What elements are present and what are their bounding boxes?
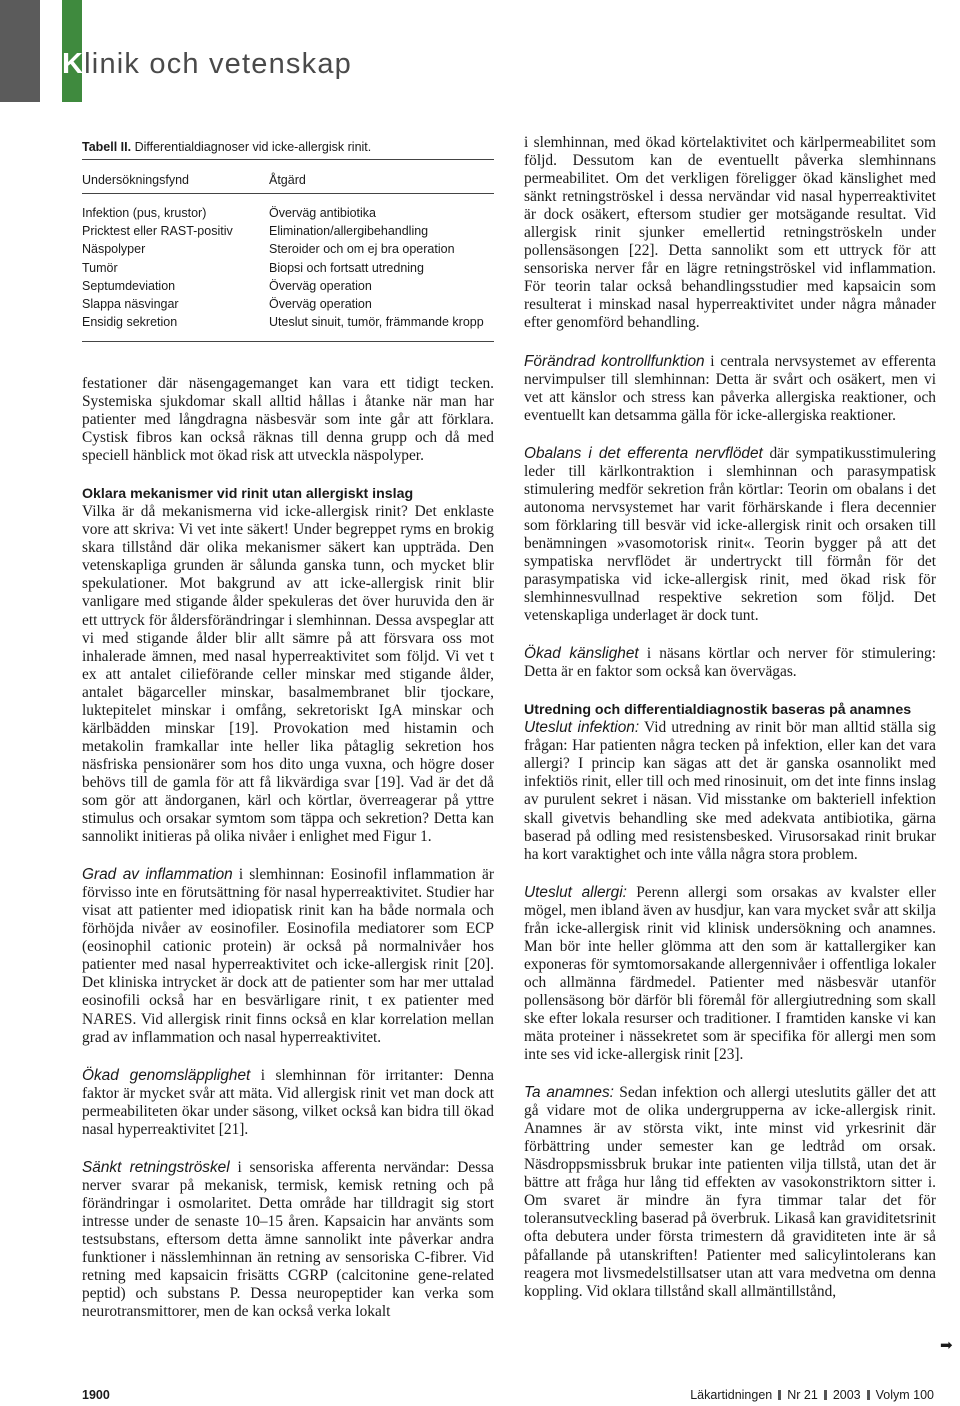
table-cell-action: Överväg operation xyxy=(269,296,372,311)
footer-separator xyxy=(824,1390,827,1400)
table-cell-finding: Septumdeviation xyxy=(82,278,176,293)
paragraph-lead: Ökad genomsläpplighet xyxy=(82,1066,251,1084)
footer-journal: Läkartidningen xyxy=(690,1388,773,1402)
header-dark-bar xyxy=(0,0,40,102)
table-caption-label: Tabell II. xyxy=(82,140,132,154)
paragraph xyxy=(524,353,936,425)
table-row xyxy=(82,315,494,333)
table-body xyxy=(82,206,494,333)
right-text-column xyxy=(524,134,936,1301)
paragraph xyxy=(524,645,936,681)
page-number: 1900 xyxy=(82,1388,110,1402)
table-cell-action: Biopsi och fortsatt utredning xyxy=(269,260,424,275)
paragraph-lead: Uteslut infektion: xyxy=(524,719,640,737)
table-cell-action: Steroider och om ej bra operation xyxy=(269,242,455,257)
table-header-finding: Undersökningsfynd xyxy=(82,173,190,187)
table-caption-text: Differentialdiagnoser vid icke-allergisk rinit. xyxy=(131,140,372,154)
paragraph: festationer där näsengagemanget kan vara ett tidigt tecken. Systemiska sjukdomar skall alltid hållas i åtanke när man har patienter med långdragna näsbesvär som inte går att förklara. Cystisk fibros kan också räknas till denna grupp och då med speciell hänblick mot ökad risk att utveckla näspolyper. xyxy=(82,375,494,465)
footer-year: 2003 xyxy=(832,1388,861,1402)
paragraph-body: i näsans körtlar och nerver för stimulering: Detta är en faktor som också kan övervägas. xyxy=(524,645,936,681)
table-cell-finding: Ensidig sekretion xyxy=(82,315,178,330)
footer-separator xyxy=(778,1390,781,1400)
paragraph-body: i centrala nervsystemet av efferenta nervimpulser till slemhinnan: Detta är svårt och osäkert, men vi vet att känslor och stress kan påverka allergiska reaktioner, och eventuellt kan detsamma gälla för icke-allergiska reaktioner. xyxy=(524,352,936,424)
paragraph: Vilka är då mekanismerna vid icke-allergisk rinit? Det enklaste vore att skriva: Vi vet inte säkert! Under begreppet ryms en brokig skara tillstånd där olika mekanismer säkert kan uppträda. Den vetenskapliga grunden är sålunda ganska tunn, och mycket blir spekulationer. Mot bakgrund av att icke-allergisk rinit blir vanligare med stigande ålder spekuleras det över huruvida den är ett uttryck för åldersförändringar i slemhinnan. Dessa avspeglar att vi med stigande ålder blir allt sämre på att försvara oss mot inhalerade ämnen, med nasal hyperreaktivitet som följd. Vi vet t ex att antalet cilieförande celler minskar med stigande ålder, antalet bägarceller minskar, basalmembranet blir tjockare, luktepitelet minskar i omfång, sekretoriskt IgA minskar och kärlbädden minskar [19]. Provokation med histamin och metakolin framkallar inte heller lika påtaglig sekretion hos näsfriska pensionärer som hos dito unga vuxna, och högre doser behövs till de gamla för att få likvärdiga svar [19]. Vad är det då som gör att ändorganen, kärl och körtlar, överreagerar på yttre stimulus och orsakar symtom som täppa och sekretion? Detta kan sannolikt initieras på olika nivåer i enlighet med Figur 1. xyxy=(82,503,494,846)
table-row xyxy=(82,261,494,279)
paragraph-lead: Uteslut allergi: xyxy=(524,883,627,901)
section-heading: Utredning och differentialdiagnostik baseras på anamnes xyxy=(524,702,912,719)
differential-diagnosis-table xyxy=(82,140,494,330)
table-header-row xyxy=(82,173,494,191)
section-header xyxy=(0,0,960,102)
paragraph xyxy=(82,866,494,1046)
left-text-column xyxy=(82,375,494,1321)
table-cell-action: Överväg operation xyxy=(269,278,372,293)
paragraph-body: Vid utredning av rinit bör man alltid ställa sig frågan: Har patienten några tecken på infektion, eller kan det vara allergi? I princip kan sägas att det är ganska osannolikt med infektiös rinit, eller till och med rinosinuit, om det inte finns inslag av purulent sekret i näsan. Vid misstanke om bakteriell infektion skall givetvis behandling ske med adekvata antibiotika, gärna baserad på odling med resistensbesked. Virusorsakad rinit brukar ha kort varaktighet och inte vålla några stora problem. xyxy=(524,719,936,863)
table-cell-finding: Pricktest eller RAST-positiv xyxy=(82,224,233,239)
table-cell-action: Uteslut sinuit, tumör, främmande kropp xyxy=(269,315,484,330)
section-title-rest: linik och vetenskap xyxy=(84,48,352,80)
paragraph-body: i slemhinnan för irritanter: Denna faktor är mycket svår att mäta. Vid allergisk rinit vet man dock att permeabiliteten ökar under säsong, vilket också kan bidra till ökad nasal hyperreaktivitet [21]. xyxy=(82,1066,494,1138)
table-cell-finding: Näspolyper xyxy=(82,242,146,257)
paragraph-body: Perenn allergi som orsakas av kvalster eller mögel, men ibland även av husdjur, kan vara mycket svår att skilja från icke-allergisk rinit vid klinisk undersökning och anamnes. Man bör inte heller glömma att den som är kattallergiker kan exponeras för symtomorsakande allergennivåer i offentliga lokaler och allmänna färdmedel. Patienter med näsbesvär utanför pollensäsong bör därför bli föremål för allergiutredning som skall ske efter lokala resurser och traditioner. I framtiden kanske vi kan mäta proteiner i nässekretet som är specifika för allergi men som inte ses vid icke-allergisk rinit [23]. xyxy=(524,883,936,1064)
paragraph-lead: Ta anamnes: xyxy=(524,1084,614,1102)
table-header-action: Åtgärd xyxy=(269,173,306,187)
table-top-rule xyxy=(82,159,494,160)
paragraph-body: Sedan infektion och allergi uteslutits gäller det att gå vidare mot de olika undergrupperna av icke-allergisk rinit. Anamnes är av största vikt, inte minst vid yrkesrinit där förbättring under semester kan ge ledtråd om orsak. Näsdroppsmissbruk brukar inte patienten vilja tillstå, utan det är bättre att fråga hur lång tid effekten av vasokonstriktorn sitter i. Om svaret är mindre än fyra timmar talar det för toleransutveckling baserad på överbruk. Likaså kan graviditetsrinit ofta debutera under första trimestern då graviditeten inte är så påfallande på utanskriften! Patienter med salicylintolerans kan reagera mot livsmedelstillsatser utan att vara medvetna om denna koppling. Vid oklara tillstånd skall allmäntillstånd, xyxy=(524,1084,936,1300)
paragraph xyxy=(524,884,936,1064)
paragraph xyxy=(524,719,936,863)
table-cell-finding: Infektion (pus, krustor) xyxy=(82,206,207,220)
table-cell-finding: Tumör xyxy=(82,260,118,275)
paragraph-lead: Obalans i det efferenta nervflödet xyxy=(524,444,763,462)
paragraph xyxy=(524,1084,936,1301)
table-header-rule xyxy=(82,193,494,194)
table-row xyxy=(82,206,494,224)
table-cell-finding: Slappa näsvingar xyxy=(82,296,179,311)
paragraph: i slemhinnan, med ökad körtelaktivitet och kärlpermeabilitet som följd. Dessutom kan de eventuellt påverka slemhinnans permeabilitet. Om det verkligen föreligger ökad känslighet med sänkt retningströskel i dessa nervändar vid nasal hyperreaktivitet är dock osäkert, eftersom studier ger motsägande resultat. Vid allergisk rinit sjunker emellertid retningströskeln under pollensäsongen [22]. Detta sannolikt som ett uttryck för att sensoriska nerver får en lägre retningströskel vid inflammation. För teorin talar också behandlingsstudier med kapsaicin som resulterat i minskad nasal hyperreaktivitet under några månader efter genomförd behandling. xyxy=(524,134,936,332)
paragraph xyxy=(82,1067,494,1139)
footer-volume: Volym 100 xyxy=(875,1388,934,1402)
paragraph-body: i slemhinnan: Eosinofil inflammation är förvisso inte en förutsättning för nasal hyperreaktivitet. Studier har visat att patienter med idiopatisk rinit kan ha både normala och förhöjda nivåer av eosinofiler. Eosinofila mediatorer som ECP (eosinophil cationic protein) är också på normalnivåer hos patienter med nasal hyperreaktivitet och icke-allergisk rinit [20]. Det kliniska intrycket är dock att de patienter som har mer uttalad eosinofili också har en besvärligare rinit, t ex patienter med NARES. Vid allergisk rinit finns också en klar korrelation mellan grad av inflammation och nasal hyperreaktivitet. xyxy=(82,866,494,1046)
paragraph xyxy=(82,1159,494,1321)
footer-separator xyxy=(867,1390,870,1400)
section-title-first-letter: K xyxy=(62,48,85,80)
paragraph-lead: Ökad känslighet xyxy=(524,645,639,663)
table-row xyxy=(82,279,494,297)
table-cell-action: Överväg antibiotika xyxy=(269,206,377,220)
paragraph-body: i sensoriska afferenta nervändar: Dessa nerver svarar på mekanisk, termisk, kemisk retning och på förändringar i osmolaritet. Detta område har tilldragit sig stort intresse under de senaste 10–15 åren. Kapsaicin har använts som testsubstans, eftersom detta ämne sannolikt inte påverkar andra funktioner i nässlemhinnan än retning av sensoriska C-fibrer. Vid retning med kapsaicin frisätts CGRP (calcitonine gene-related peptid) och substans P. Dessa neuropeptider kan verka som neurotransmittorer, men de kan också verka lokalt xyxy=(82,1158,494,1321)
table-bottom-rule xyxy=(82,341,494,342)
paragraph xyxy=(524,445,936,625)
table-row xyxy=(82,297,494,315)
paragraph-lead: Förändrad kontrollfunktion xyxy=(524,352,705,370)
section-heading: Oklara mekanismer vid rinit utan allergiskt inslag xyxy=(82,486,414,503)
paragraph-lead: Sänkt retningströskel xyxy=(82,1158,230,1176)
paragraph-body: där sympatikusstimulering leder till kärlkontraktion i slemhinnan och parasympatisk stimulering medför sekretion från körtlar: Teorin om obalans i det autonoma nervsystemet har varit förhärskande i flera decennier som förklaring till besvär vid icke-allergisk rinit och orsaken till benämningen »vasomotorisk rinit«. Teorin bygger på att det sympatiska nervflödet är undertryckt till förmån för det parasympatiska vid icke-allergisk rinit, med ökad risk för slemhinnesvullnad respektive sekretion som följd. Det vetenskapliga underlaget är dock tunt. xyxy=(524,444,936,625)
paragraph-lead: Grad av inflammation xyxy=(82,866,233,884)
table-row xyxy=(82,224,494,242)
table-row xyxy=(82,242,494,260)
table-cell-action: Elimination/allergibehandling xyxy=(269,224,429,239)
section-title xyxy=(62,48,352,81)
continue-arrow-icon: ➡ xyxy=(940,1336,953,1354)
footer-publication xyxy=(690,1388,934,1402)
footer-issue: Nr 21 xyxy=(787,1388,818,1402)
table-caption xyxy=(82,140,494,154)
